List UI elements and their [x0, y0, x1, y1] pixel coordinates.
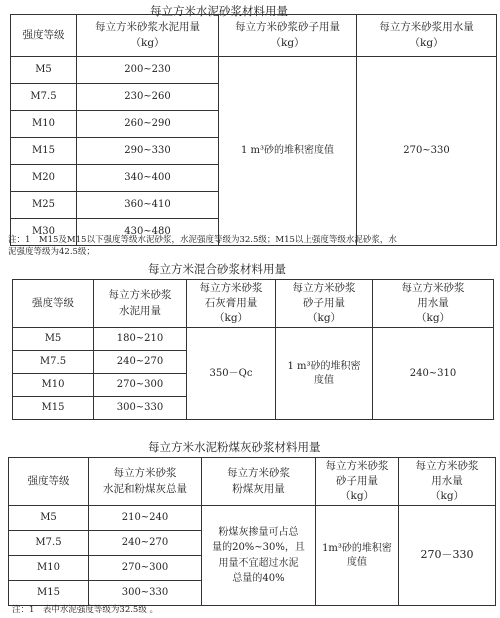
total-cell: 270~300 — [89, 556, 202, 581]
grade-cell: M15 — [13, 397, 94, 420]
cement-cell: 230~260 — [77, 84, 219, 111]
table2-title: 每立方米混合砂浆材料用量 — [148, 262, 286, 276]
water-cell: 270~330 — [357, 57, 497, 246]
cement-cell: 290~330 — [77, 138, 219, 165]
header-water: 每立方米砂浆用水量 （kg） — [357, 15, 497, 57]
cement-cell: 430~480 — [77, 219, 219, 246]
grade-cell: M10 — [11, 111, 77, 138]
header-water: 每立方米砂浆 用水量 （kg） — [373, 280, 494, 328]
cement-cell: 340~400 — [77, 165, 219, 192]
header-lime: 每立方米砂浆 石灰膏用量 （kg） — [187, 280, 276, 328]
table1-title: 每立方米水泥砂浆材料用量 — [150, 4, 288, 18]
sand-cell: 1 m³砂的堆积密度值 — [219, 57, 357, 246]
fly-ash-cell: 粉煤灰掺量可占总 量的20%~30%，且 用量不宜超过水泥 总量的40% — [202, 506, 316, 606]
grade-cell: M7.5 — [11, 84, 77, 111]
table1-note: 注：1 M15及M15以下强度等级水泥砂浆，水泥强度等级为32.5级；M15以上强度等级水泥砂浆，水 泥强度等级为42.5级； — [8, 235, 397, 257]
grade-cell: M7.5 — [13, 351, 94, 374]
header-sand: 每立方米砂浆砂子用量 （kg） — [219, 15, 357, 57]
table3-note: 注：1 表中水泥强度等级为32.5级 。 — [12, 605, 159, 615]
lime-cell: 350－Qc — [187, 328, 276, 420]
header-cement: 每立方米砂浆水泥用量 （kg） — [77, 15, 219, 57]
grade-cell: M20 — [11, 165, 77, 192]
header-fly-ash: 每立方米砂浆 粉煤灰用量 — [202, 458, 316, 506]
cement-cell: 300~330 — [94, 397, 187, 420]
header-sand: 每立方米砂浆 砂子用量 （kg） — [316, 458, 399, 506]
grade-cell: M10 — [13, 374, 94, 397]
cement-cell: 200~230 — [77, 57, 219, 84]
cement-mortar-table — [10, 14, 497, 246]
cement-cell: 270~300 — [94, 374, 187, 397]
header-grade: 强度等级 — [13, 280, 94, 328]
water-cell: 240~310 — [373, 328, 494, 420]
cement-cell: 180~210 — [94, 328, 187, 351]
header-grade: 强度等级 — [9, 458, 89, 506]
mixed-mortar-table — [12, 279, 494, 420]
total-cell: 240~270 — [89, 531, 202, 556]
header-total: 每立方米砂浆 水泥和粉煤灰总量 — [89, 458, 202, 506]
water-cell: 270－330 — [399, 506, 496, 606]
cement-cell: 240~270 — [94, 351, 187, 374]
header-sand: 每立方米砂浆 砂子用量 （kg） — [276, 280, 373, 328]
header-cement: 每立方米砂浆 水泥用量 — [94, 280, 187, 328]
header-grade: 强度等级 — [11, 15, 77, 57]
grade-cell: M15 — [9, 581, 89, 606]
cement-cell: 260~290 — [77, 111, 219, 138]
cement-cell: 360~410 — [77, 192, 219, 219]
total-cell: 300~330 — [89, 581, 202, 606]
grade-cell: M5 — [11, 57, 77, 84]
header-water: 每立方米砂浆 用水量 （kg） — [399, 458, 496, 506]
grade-cell: M25 — [11, 192, 77, 219]
sand-cell: 1m³砂的堆积密 度值 — [316, 506, 399, 606]
sand-cell: 1 m³砂的堆积密 度值 — [276, 328, 373, 420]
grade-cell: M5 — [13, 328, 94, 351]
grade-cell: M7.5 — [9, 531, 89, 556]
fly-ash-mortar-table — [8, 457, 496, 606]
grade-cell: M30 — [11, 219, 77, 246]
grade-cell: M10 — [9, 556, 89, 581]
grade-cell: M15 — [11, 138, 77, 165]
grade-cell: M5 — [9, 506, 89, 531]
table3-title: 每立方米水泥粉煤灰砂浆材料用量 — [148, 440, 321, 454]
total-cell: 210~240 — [89, 506, 202, 531]
